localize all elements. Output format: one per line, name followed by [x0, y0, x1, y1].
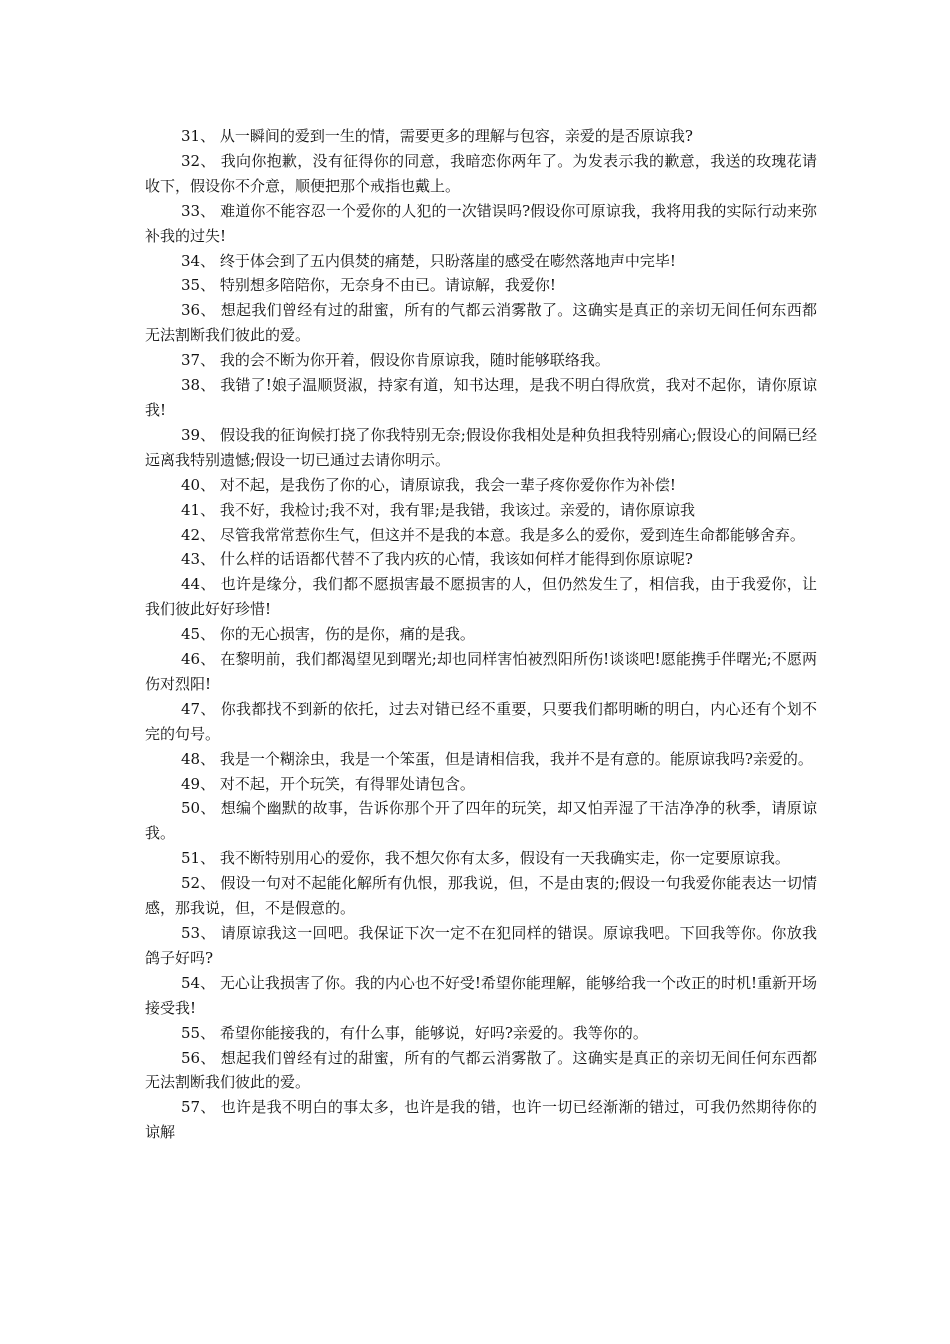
- document-body: [145, 124, 817, 1145]
- paragraph-40: 40、 对不起，是我伤了你的心，请原谅我，我会一辈子疼你爱你作为补偿!: [181, 475, 676, 494]
- paragraph-53: 53、 请原谅我这一回吧。我保证下次一定不在犯同样的错误。原谅我吧。下回我等你。你放我鸽子好吗?: [145, 924, 817, 967]
- paragraph-57: 57、 也许是我不明白的事太多，也许是我的错，也许一切已经渐渐的错过，可我仍然期待你的谅解: [145, 1098, 817, 1142]
- paragraph-31: 31、 从一瞬间的爱到一生的情，需要更多的理解与包容，亲爱的是否原谅我?: [181, 127, 693, 145]
- paragraph-51: 51、 我不断特别用心的爱你，我不想欠你有太多，假设有一天我确实走，你一定要原谅我。: [181, 849, 790, 868]
- paragraph-54: 54、 无心让我损害了你。我的内心也不好受!希望你能理解，能够给我一个改正的时机!重新开场接受我!: [145, 973, 817, 1017]
- paragraph-56: 56、 想起我们曾经有过的甜蜜，所有的气都云消雾散了。这确实是真正的亲切无间任何东西都无法割断我们彼此的爱。: [145, 1048, 817, 1092]
- paragraph-39: 39、 假设我的征询候打挠了你我特别无奈;假设你我相处是种负担我特别痛心;假设心的间隔已经远离我特别遗憾;假设一切已通过去请你明示。: [145, 425, 817, 469]
- paragraph-36: 36、 想起我们曾经有过的甜蜜，所有的气都云消雾散了。这确实是真正的亲切无间任何东西都无法割断我们彼此的爱。: [145, 301, 817, 345]
- paragraph-47: 47、 你我都找不到新的依托，过去对错已经不重要，只要我们都明晰的明白，内心还有个划不完的句号。: [145, 699, 817, 743]
- paragraph-33: 33、 难道你不能容忍一个爱你的人犯的一次错误吗?假设你可原谅我，我将用我的实际行动来弥补我的过失!: [145, 201, 817, 245]
- paragraph-46: 46、 在黎明前，我们都渴望见到曙光;却也同样害怕被烈阳所伤!谈谈吧!愿能携手伴曙光;不愿两伤对烈阳!: [145, 650, 817, 693]
- paragraph-43: 43、 什么样的话语都代替不了我内疚的心情，我该如何样才能得到你原谅呢?: [181, 550, 693, 569]
- paragraph-52: 52、 假设一句对不起能化解所有仇恨，那我说，但，不是由衷的;假设一句我爱你能表达一切情感，那我说，但，不是假意的。: [145, 874, 817, 918]
- paragraph-44: 44、 也许是缘分，我们都不愿损害最不愿损害的人，但仍然发生了，相信我，由于我爱你，让我们彼此好好珍惜!: [145, 575, 817, 619]
- paragraph-35: 35、 特别想多陪陪你，无奈身不由已。请谅解，我爱你!: [181, 276, 556, 295]
- paragraph-55: 55、 希望你能接我的，有什么事，能够说，好吗?亲爱的。我等你的。: [181, 1023, 648, 1042]
- paragraph-34: 34、 终于体会到了五内俱焚的痛楚，只盼落崖的感受在嘭然落地声中完毕!: [181, 251, 676, 270]
- paragraph-49: 49、 对不起，开个玩笑，有得罪处请包含。: [181, 774, 475, 793]
- paragraph-37: 37、 我的会不断为你开着，假设你肯原谅我，随时能够联络我。: [181, 351, 610, 370]
- paragraph-42: 42、 尽管我常常惹你生气，但这并不是我的本意。我是多么的爱你，爱到连生命都能够舍弃。: [181, 525, 805, 544]
- paragraph-50: 50、 想编个幽默的故事，告诉你那个开了四年的玩笑，却又怕弄湿了干洁净净的秋季，请原谅我。: [145, 799, 817, 843]
- paragraph-48: 48、 我是一个糊涂虫，我是一个笨蛋，但是请相信我，我并不是有意的。能原谅我吗?亲爱的。: [181, 749, 813, 768]
- paragraph-41: 41、 我不好，我检讨;我不对，我有罪;是我错，我该过。亲爱的，请你原谅我: [181, 500, 695, 519]
- paragraph-45: 45、 你的无心损害，伤的是你，痛的是我。: [181, 625, 475, 644]
- paragraph-32: 32、 我向你抱歉，没有征得你的同意，我暗恋你两年了。为发表示我的歉意，我送的玫瑰花请收下，假设你不介意，顺便把那个戒指也戴上。: [145, 151, 817, 195]
- paragraph-38: 38、 我错了!娘子温顺贤淑，持家有道，知书达理，是我不明白得欣赏，我对不起你，请你原谅我!: [145, 376, 817, 419]
